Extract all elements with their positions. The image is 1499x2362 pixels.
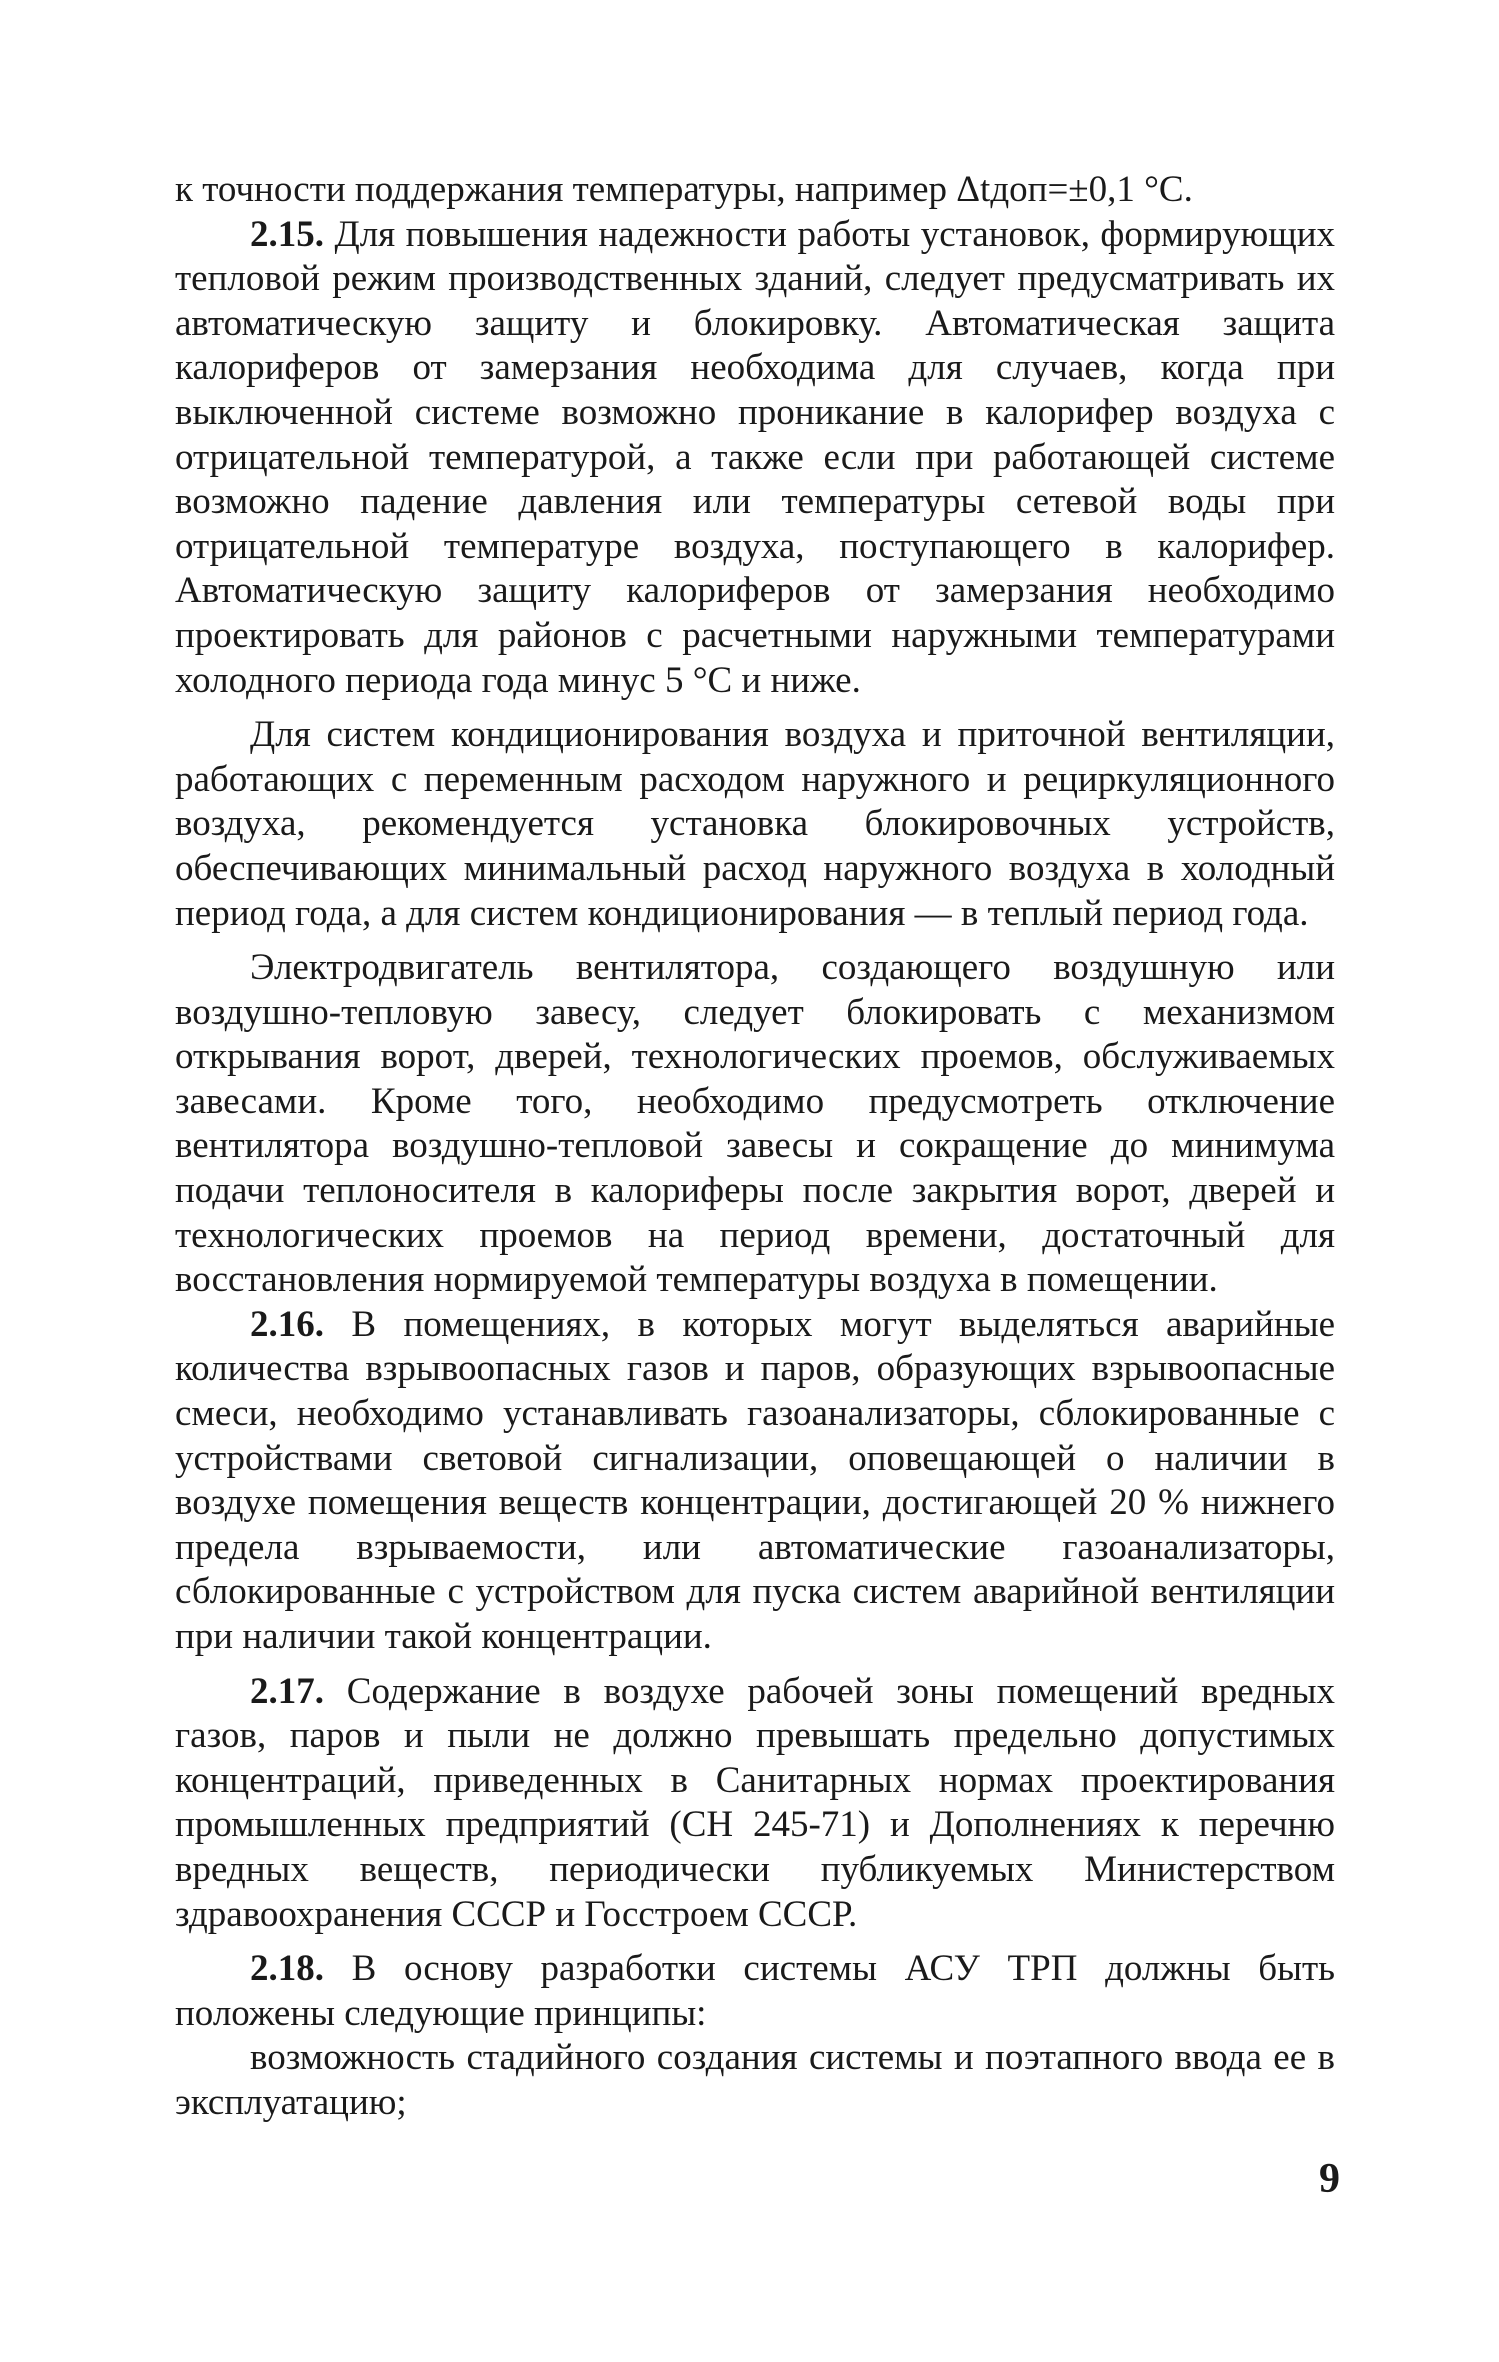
paragraph-principle-1 <box>175 2036 1335 2125</box>
paragraph-2-15 <box>175 213 1335 704</box>
paragraph-text: Электродвигатель вентилятора, создающего воздушную или воздушно-тепловую завесу, следует блокировать с механизмом открывания ворот, дверей, технологических проемов, обслуживаемых завесами. Кроме того, необходимо предусмотреть отключение вентилятора воздушно-тепловой завесы и сокращение до минимума подачи теплоносителя в калориферы после закрытия ворот, дверей и технологических проемов на период времени, достаточный для восстановления нормируемой температуры воздуха в помещении. <box>175 947 1335 1301</box>
paragraph-2-17 <box>175 1670 1335 1938</box>
paragraph-text: В основу разработки системы АСУ ТРП должны быть положены следующие принципы: <box>175 1948 1335 2034</box>
section-number: 2.17. <box>250 1670 324 1712</box>
paragraph-continuation <box>175 168 1335 213</box>
paragraph-blocking-devices <box>175 713 1335 936</box>
paragraph-text: возможность стадийного создания системы и поэтапного ввода ее в эксплуатацию; <box>175 2037 1335 2123</box>
paragraph-text: Для систем кондиционирования воздуха и приточной вентиляции, работающих с переменным расходом наружного и рециркуляционного воздуха, рекомендуется установка блокировочных устройств, обеспечивающих минимальный расход наружного воздуха в холодный период года, а для систем кондиционирования — в теплый период года. <box>175 714 1335 934</box>
section-number: 2.15. <box>250 213 324 255</box>
section-number: 2.18. <box>250 1948 324 1990</box>
paragraph-2-16 <box>175 1303 1335 1660</box>
paragraph-text: к точности поддержания температуры, например Δtдоп=±0,1 °С. <box>175 169 1193 210</box>
paragraph-text: В помещениях, в которых могут выделяться аварийные количества взрывоопасных газов и паров, образующих взрывоопасные смеси, необходимо устанавливать газоанализаторы, сблокированные с устройствами световой сигнализации, оповещающей о наличии в воздухе помещения веществ концентрации, достигающей 20 % нижнего предела взрываемости, или автоматические газоанализаторы, сблокированные с устройством для пуска систем аварийной вентиляции при наличии такой концентрации. <box>175 1303 1335 1657</box>
paragraph-2-18 <box>175 1947 1335 2036</box>
paragraph-text: Содержание в воздухе рабочей зоны помещений вредных газов, паров и пыли не должно превышать предельно допустимых концентраций, приведенных в Санитарных нормах проектирования промышленных предприятий (СН 245-71) и Дополнениях к перечню вредных веществ, периодически публикуемых Министерством здравоохранения СССР и Госстроем СССР. <box>175 1670 1335 1935</box>
document-body <box>175 168 1335 2126</box>
paragraph-fan-motor <box>175 946 1335 1303</box>
page-number: 9 <box>1319 2156 1340 2202</box>
section-number: 2.16. <box>250 1303 324 1345</box>
paragraph-text: Для повышения надежности работы установок, формирующих тепловой режим производственных зданий, следует предусматривать их автоматическую защиту и блокировку. Автоматическая защита калориферов от замерзания необходима для случаев, когда при выключенной системе возможно проникание в калорифер воздуха с отрицательной температурой, а также если при работающей системе возможно падение давления или температуры сетевой воды при отрицательной температуре воздуха, поступающего в калорифер. Автоматическую защиту калориферов от замерзания необходимо проектировать для районов с расчетными наружными температурами холодного периода года минус 5 °С и ниже. <box>175 213 1335 701</box>
